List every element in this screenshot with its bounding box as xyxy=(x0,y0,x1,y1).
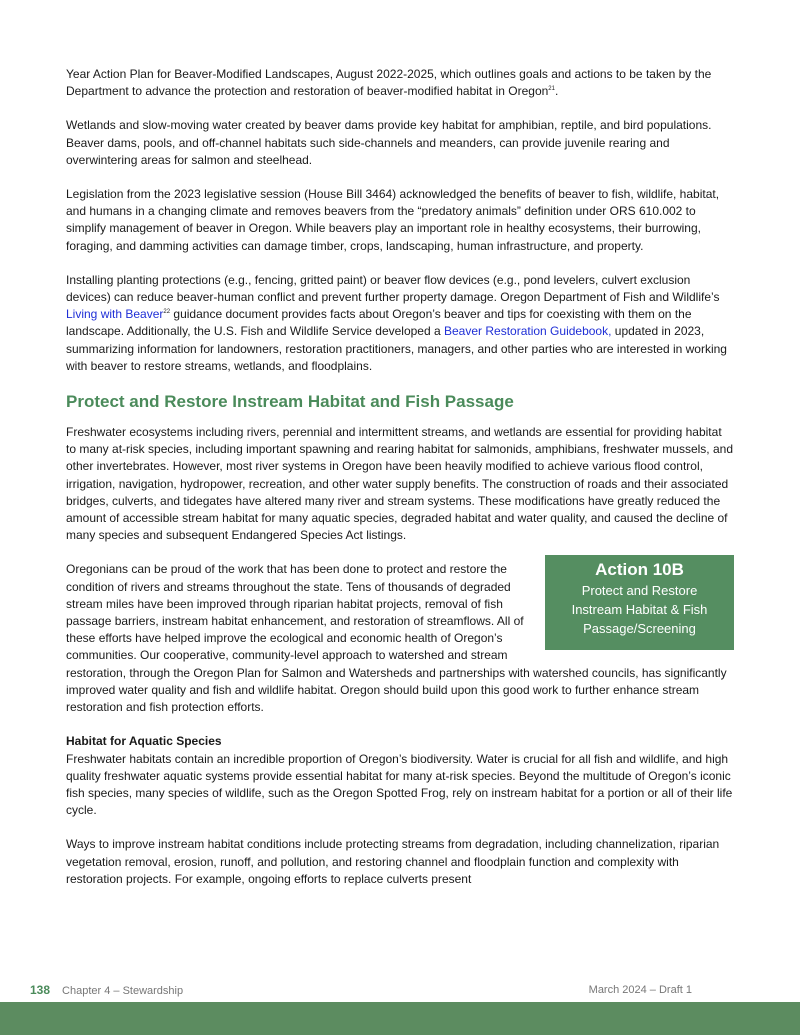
intro-paragraph-1: Year Action Plan for Beaver-Modified Landscapes, August 2022-2025, which outlines goals and actions to be taken by the Department to advance the protection and restoration of beaver-modified habitat in Oregon$^{21}$. xyxy=(66,67,712,99)
action-title: Action 10B xyxy=(595,560,684,580)
action-subtitle-line-2: Instream Habitat & Fish xyxy=(571,602,708,618)
section-paragraph-4: Ways to improve instream habitat conditions include protecting streams from degradation, including channelization, riparian vegetation removal, erosion, runoff, and pollution, and restoring channel and floodplain function and complexity with restoration projects. For example, ongoing efforts to replace culverts present xyxy=(66,837,720,886)
beaver-restoration-guidebook-link[interactable]: Beaver Restoration Guidebook, xyxy=(444,324,612,339)
action-subtitle-line-1: Protect and Restore xyxy=(581,583,698,599)
sub-heading-aquatic-habitat: Habitat for Aquatic Species xyxy=(66,734,222,749)
section-paragraph-3: Freshwater habitats contain an incredible proportion of Oregon’s biodiversity. Water is crucial for all fish and wildlife, and high quality freshwater aquatic systems provide essential habitat for many at-risk species. Beyond the multitude of Oregon’s iconic fish species, many species of wildlife, such as the Oregon Spotted Frog, rely on instream habitat for a portion or all of their life cycle. xyxy=(66,751,733,818)
section-paragraph-2: Oregonians can be proud of the work that has been done to protect and restore the condition of rivers and streams throughout the state. Tens of thousands of degraded stream miles have been improved through riparian habitat projects, removal of fish passage barriers, instream habitat enhancement, and restoration of streamflows. All of these efforts have helped improve the ecological and economic health of Oregon’s communities. Our cooperative, community-level approach to watershed and stream restoration, through the Oregon Plan for Salmon and Watersheds and partnerships with watershed councils, has significantly improved water quality and fish and wildlife habitat. Oregon should build upon this good work to further enhance stream restoration and fish protection efforts. xyxy=(66,562,727,715)
page-content xyxy=(66,66,734,888)
section-heading: Protect and Restore Instream Habitat and Fish Passage xyxy=(66,392,514,412)
action-10b-callout xyxy=(545,555,734,650)
page-footer xyxy=(30,983,700,998)
draft-date: March 2024 – Draft 1 xyxy=(588,984,692,996)
chapter-label: Chapter 4 – Stewardship xyxy=(62,985,184,997)
action-subtitle-line-3: Passage/Screening xyxy=(583,621,696,637)
intro-paragraph-3: Legislation from the 2023 legislative session (House Bill 3464) acknowledged the benefits of beaver to fish, wildlife, habitat, and humans in a changing climate and removes beavers from the “predatory animals” definition under ORS 610.002 to simplify management of beaver in Oregon. While beavers play an important role in healthy ecosystems, their burrowing, foraging, and damming activities can damage timber, crops, landscaping, human infrastructure, and property. xyxy=(66,187,720,253)
page-number: 138 xyxy=(30,983,51,997)
intro-paragraph-2: Wetlands and slow-moving water created by beaver dams provide key habitat for amphibian, reptile, and bird populations. Beaver dams, pools, and off-channel habitats such side-channels and meanders, can provide juvenile rearing and overwintering areas for salmon and steelhead. xyxy=(66,118,712,167)
footnote-ref-21[interactable]: 21 xyxy=(548,86,555,93)
footer-color-bar xyxy=(0,1002,800,1035)
footnote-ref-22[interactable]: 22 xyxy=(163,309,171,316)
section-paragraph-1: Freshwater ecosystems including rivers, perennial and intermittent streams, and wetlands are essential for providing habitat to many at-risk species, including important spawning and rearing habitat for salmonids, amphibians, freshwater mussels, and other invertebrates. However, most river systems in Oregon have been heavily modified to achieve various flood control, irrigation, navigation, hydropower, recreation, and other water supply benefits. The construction of roads and their associated bridges, culverts, and tidegates have altered many river and stream systems. These modifications have greatly reduced the amount of accessible stream habitat for many aquatic species, degraded habitat and water quality, and caused the decline of many species and subsequent Endangered Species Act listings. xyxy=(66,425,733,543)
intro-paragraph-4: Installing planting protections (e.g., fencing, gritted paint) or beaver flow devices (e.g., pond levelers, culvert exclusion devices) can reduce beaver-human conflict and prevent further property damage. Oregon Department of Fish and Wildlife’s Living with Beaver$^{22}$ guidance document provides facts about Oregon’s beaver and tips for coexisting with them on the landscape. Additionally, the U.S. Fish and Wildlife Service developed a Beaver Restoration Guidebook, updated in 2023, summarizing information for landowners, restoration practitioners, managers, and other parties who are interested in working with beaver to restore streams, wetlands, and floodplains. xyxy=(66,272,727,373)
living-with-beaver-link[interactable]: Living with Beaver xyxy=(66,307,164,322)
